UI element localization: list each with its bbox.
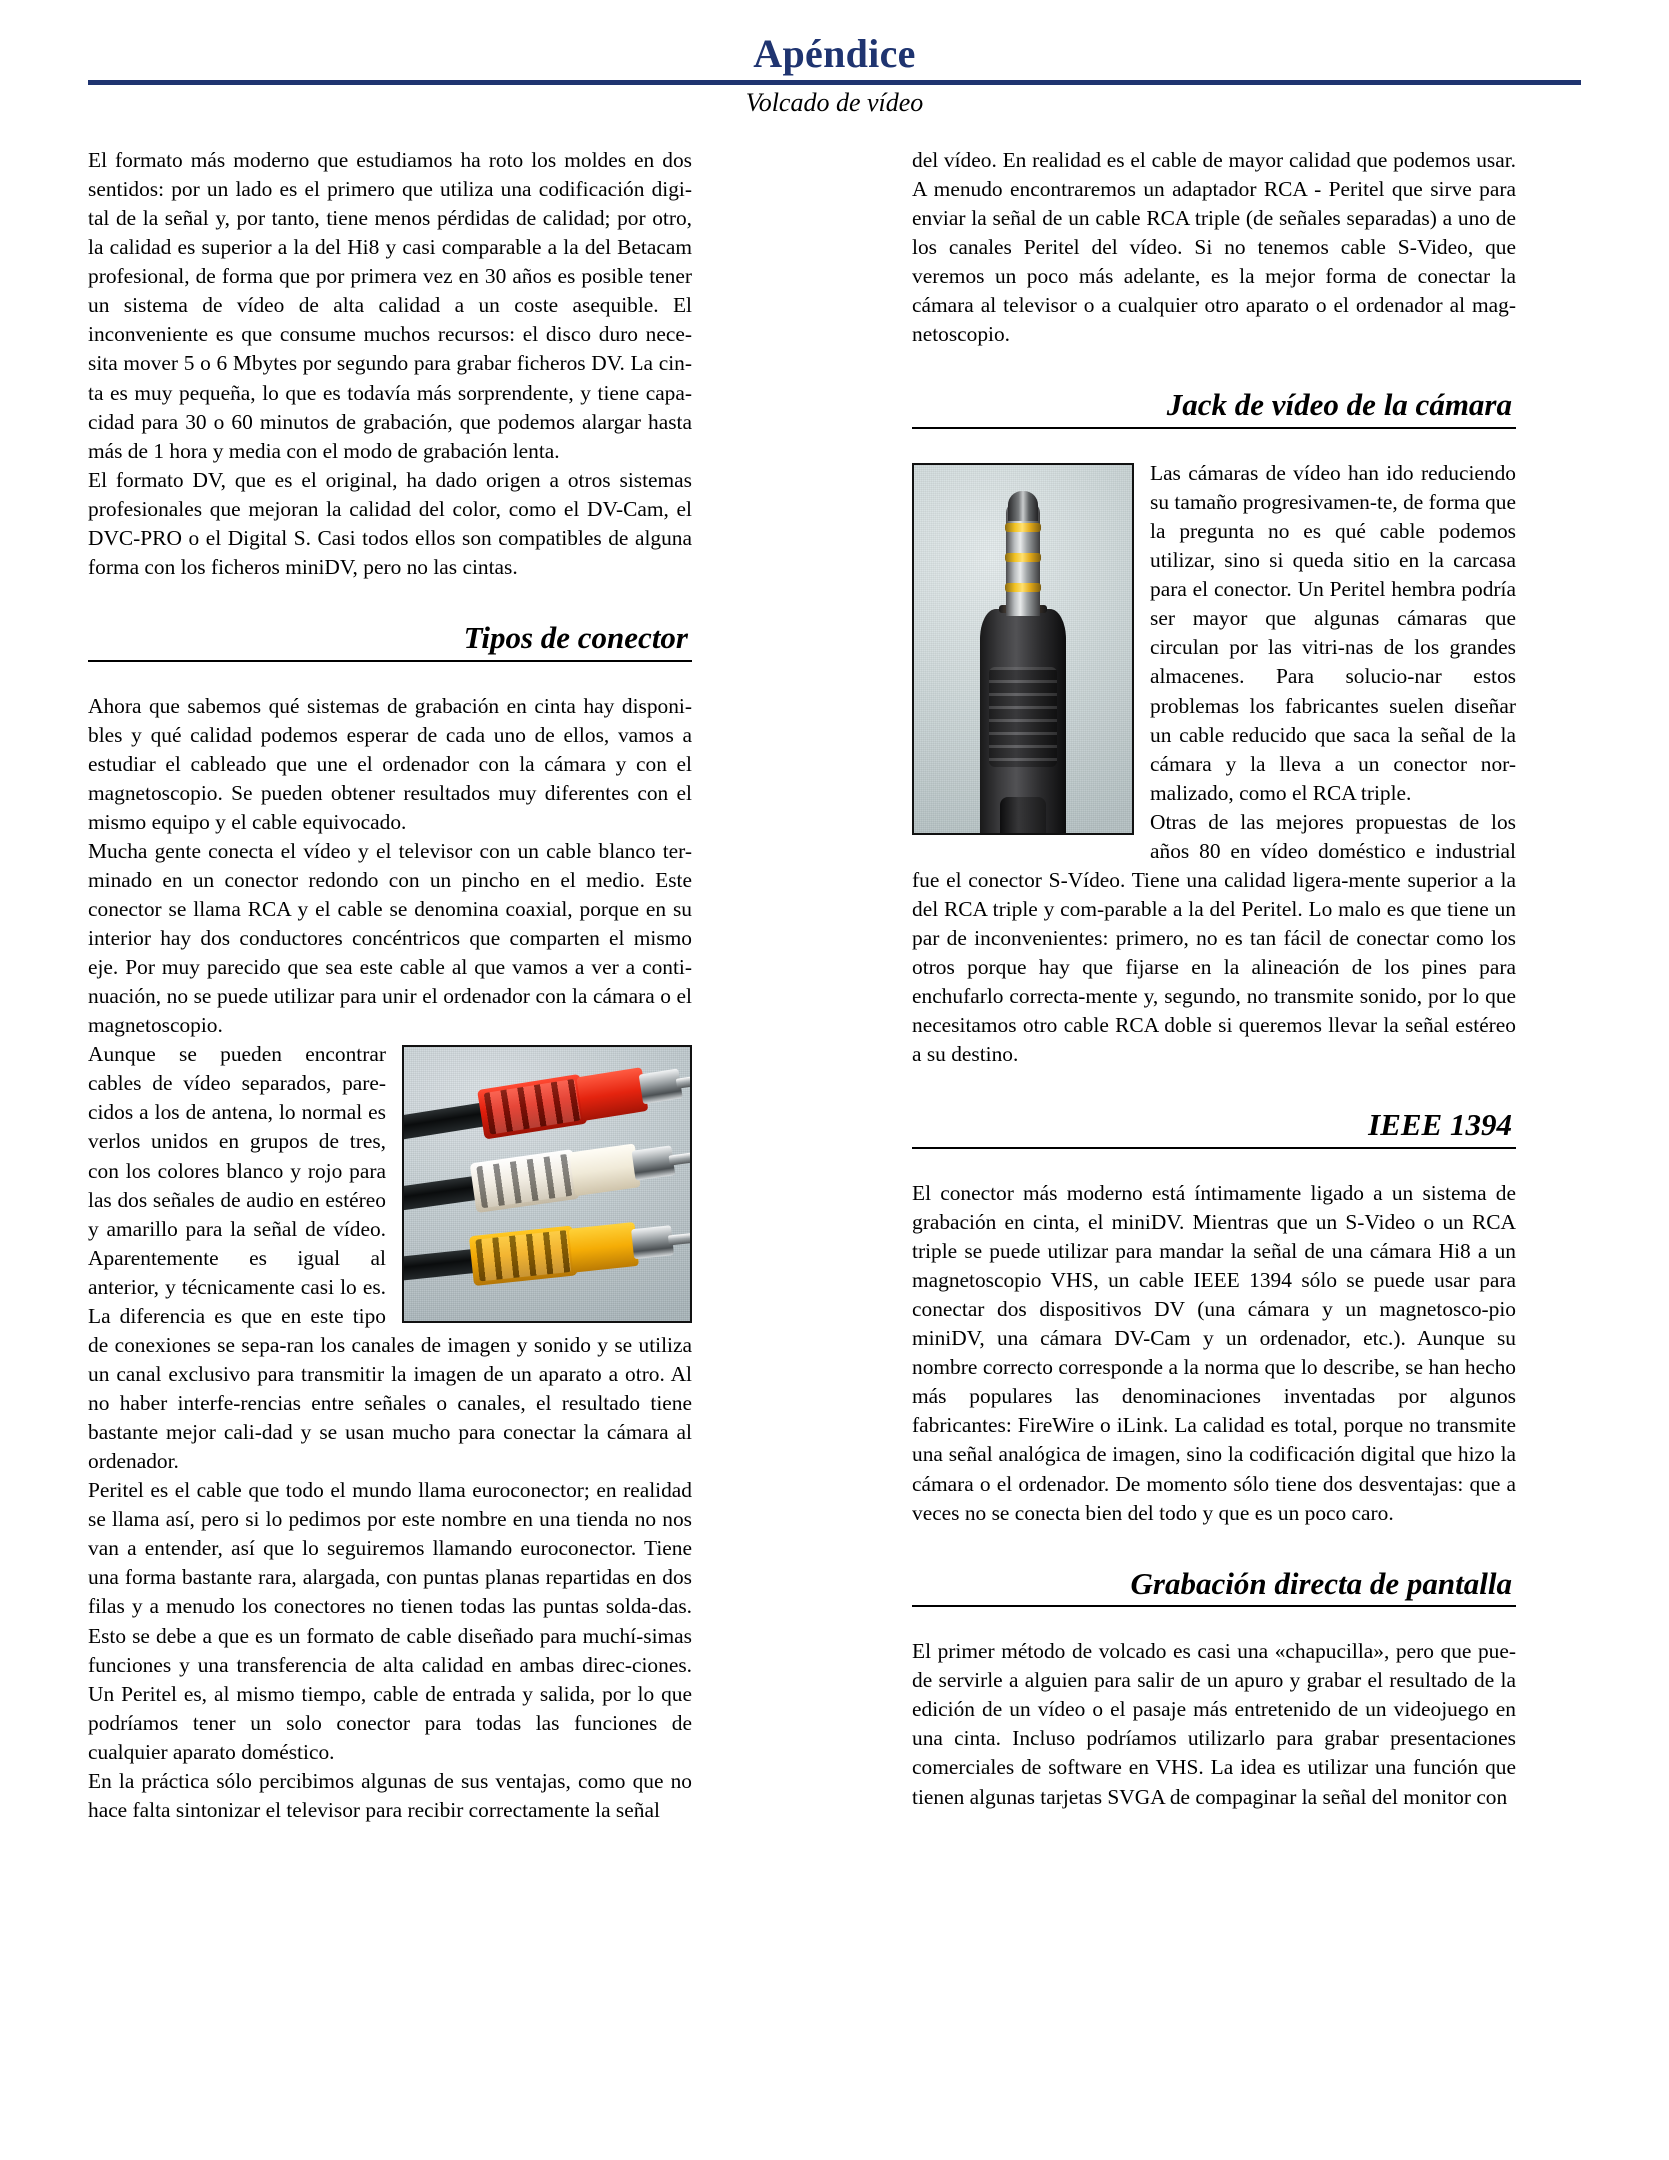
paragraph: Aunque se pueden encontrar cables de vídeo separados, pare-cidos a los de antena, lo normal es verlos unidos en grupos de tres, con los colores blanco y rojo para las dos señales de audio en estéreo y amarillo para la señal de vídeo. Aparentemente es igual al anterior, y técnicamente casi lo es. La diferencia es que en este tipo de conexiones se sepa-ran los canales de imagen y sonido y se utiliza un canal exclusivo para transmitir la imagen de un aparato a otro. Al no haber interfe-rencias entre señales o canales, el resultado tiene bastante mejor cali-dad y se usan mucho para conectar la cámara al ordenador. [88, 1042, 692, 1474]
section-heading-grabacion-directa-de-pantalla [912, 1566, 1516, 1608]
left-column [88, 146, 692, 1825]
page-title: Apéndice [753, 31, 916, 76]
paragraph: Ahora que sabemos qué sistemas de grabación en cinta hay disponi-bles y qué calidad podemos esperar de cada uno de ellos, vamos a estudiar el cableado que une el ordenador con la cámara y con el magnetoscopio. Se pueden obtener resultados muy diferentes con el mismo equipo y el cable equivocado. [88, 693, 692, 834]
spacer [88, 662, 692, 692]
paragraph: El formato DV, que es el original, ha dado origen a otros sistemas profesionales que mejoran la calidad del color, como el DV-Cam, el DVC-PRO o el Digital S. Casi todos ellos son compatibles de alguna forma con los ficheros miniDV, pero no las cintas. [88, 467, 692, 579]
section-heading-label: Jack de vídeo de la cámara [1166, 387, 1512, 423]
spacer [912, 1607, 1516, 1637]
section-heading-label: Grabación directa de pantalla [1130, 1565, 1512, 1601]
spacer [912, 349, 1516, 387]
page-header [88, 31, 1581, 118]
spacer [912, 1069, 1516, 1107]
paragraph: En la práctica sólo percibimos algunas de sus ventajas, como que no hace falta sintonizar el televisor para recibir correctamente la señal [88, 1768, 692, 1822]
jack-cable [1000, 797, 1046, 835]
header-divider [88, 80, 1581, 85]
spacer [912, 1149, 1516, 1179]
paragraph: Peritel es el cable que todo el mundo llama euroconector; en realidad se llama así, pero si lo pedimos por este nombre en una tienda no nos van a entender, así que lo seguiremos llamando euroconector. Tiene una forma bastante rara, alargada, con puntas planas repartidas en dos filas y a menudo los conectores no tienen todas las puntas solda-das. Esto se debe a que es un formato de cable diseñado para muchí-simas funciones y una transferencia de alta calidad en ambas direc-ciones. Un Peritel es, al mismo tiempo, cable de entrada y salida, por lo que podríamos tener un solo conector para todas las funciones de cualquier aparato doméstico. [88, 1478, 692, 1764]
paragraph: del vídeo. En realidad es el cable de mayor calidad que podemos usar. A menudo encontraremos un adaptador RCA - Peritel que sirve para enviar la señal de un cable RCA triple (de señales separadas) a uno de los canales Peritel del vídeo. Si no tenemos cable S-Video, que veremos un poco más adelante, es la mejor forma de conectar la cámara al televisor o a cualquier otro aparato o el ordenador al mag-netoscopio. [912, 148, 1516, 347]
section-heading-jack-de-video-de-la-camara [912, 387, 1516, 429]
shield [631, 1225, 674, 1259]
jack-insulator-ring [1005, 583, 1041, 592]
jack-insulator-ring [1005, 553, 1041, 562]
figure-rca-connectors-photo [402, 1045, 692, 1323]
spacer [912, 1528, 1516, 1566]
figure-jack-connector-photo [912, 463, 1134, 835]
jack-tip [1008, 491, 1038, 521]
section-heading-label: IEEE 1394 [1368, 1107, 1512, 1143]
page-subtitle: Volcado de vídeo [745, 88, 924, 117]
paragraph: Mucha gente conecta el vídeo y el televisor con un cable blanco ter-minado en un conector redondo con un pincho en el medio. Este conector se llama RCA y el cable se denomina coaxial, porque en su interior hay dos conductores concéntricos que comparten el mismo eje. Por muy parecido que sea este cable al que vamos a ver a conti-nuación, no se puede utilizar para unir el ordenador con la cámara o el magnetoscopio. [88, 838, 692, 1038]
paragraph: Otras de las mejores propuestas de los años 80 en vídeo doméstico e industrial fue el conector S-Vídeo. Tiene una calidad ligera-mente superior a la del RCA triple y com-parable a la del Peritel. Lo malo es que tiene un par de inconvenientes: primero, no es tan fácil de conectar como los otros porque hay que fijarse en la alineación de los pines para enchufarlo correcta-mente y, segundo, no transmite sonido, por lo que necesitamos otro cable RCA doble si queremos llevar la señal estéreo a su destino. [912, 809, 1516, 1067]
section-heading-label: Tipos de conector [463, 619, 688, 655]
spacer [912, 429, 1516, 459]
paragraph: El formato más moderno que estudiamos ha roto los moldes en dos sentidos: por un lado es el primero que utiliza una codificación digi-tal de la señal y, por tanto, tiene menos pérdidas de calidad; por otro, la calidad es superior a la del Hi8 y casi comparable a la del Betacam profesional, de forma que por primera vez en 30 años es posible tener un sistema de vídeo de alta calidad a un coste asequible. El inconveniente es que consume muchos recursos: el disco duro nece-sita mover 5 o 6 Mbytes por segundo para grabar ficheros DV. La cin-ta es muy pequeña, lo que es todavía más sorprendente, y tiene capa-cidad para 30 o 60 minutos de grabación, que podemos alargar hasta más de 1 hora y media con el modo de grabación lenta. [88, 148, 692, 463]
section-heading-ieee-1394 [912, 1107, 1516, 1149]
spacer [88, 582, 692, 620]
paragraph-with-figure [912, 459, 1516, 808]
paragraph: El primer método de volcado es casi una «chapucilla», pero que pue-de servirle a alguien para salir de un apuro y grabar el resultado de la edición de un vídeo o el pasaje más entretenido de un videojuego en una cinta. Incluso podríamos utilizarlo para grabar presentaciones comerciales de software en VHS. La idea es utilizar una función que tienen algunas tarjetas SVGA de compaginar la señal del monitor con [912, 1639, 1516, 1809]
paragraph: El conector más moderno está íntimamente ligado a un sistema de grabación en cinta, el miniDV. Mientras que un S-Video o un RCA triple se puede utilizar para mandar la señal de una cámara Hi8 a un magnetoscopio VHS, un cable IEEE 1394 sólo se puede usar para conectar dos dispositivos DV (una cámara y un magnetosco-pio miniDV, una cámara DV-Cam y un ordenador, etc.). Aunque su nombre correcto corresponde a la norma que lo describe, se han hecho más populares las denominaciones inventadas por algunos fabricantes: FireWire o iLink. La calidad es total, porque no transmite una señal analógica de imagen, sino la codificación digital que hizo la cámara o el ordenador. De momento sólo tiene dos desventajas: que a veces no se conecta bien del todo y que es un poco caro. [912, 1180, 1516, 1525]
section-heading-tipos-de-conector [88, 620, 692, 662]
right-column [912, 146, 1516, 1812]
paragraph-text: Las cámaras de vídeo han ido reduciendo su tamaño progresivamen-te, de forma que la pregunta no es qué cable podemos utilizar, sino si queda sitio en la carcasa para el conector. Un Peritel hembra podría ser mayor que algunas cámaras que circulan por las vitri-nas de los grandes almacenes. Para solucio-nar estos problemas los fabricantes suelen diseñar un cable reducido que saca la señal de la cámara y la lleva a un conector nor-malizado, como el RCA triple. [1150, 461, 1516, 805]
barrel [569, 1222, 639, 1273]
jack-insulator-ring [1005, 523, 1041, 532]
